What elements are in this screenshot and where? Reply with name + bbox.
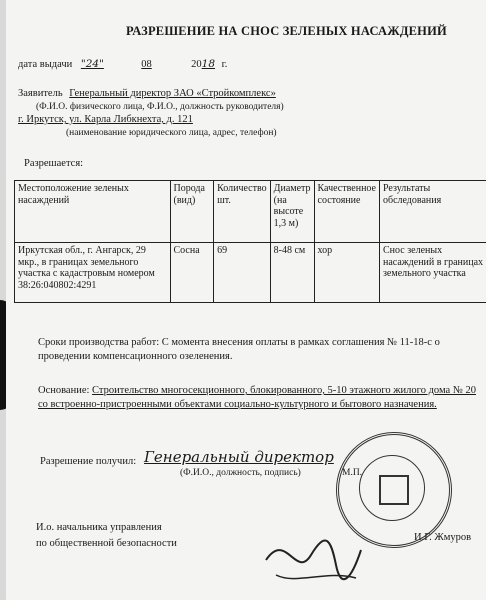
document-title: РАЗРЕШЕНИЕ НА СНОС ЗЕЛЕНЫХ НАСАЖДЕНИЙ	[126, 24, 447, 38]
table-header: Местоположение зеленых насаждений	[15, 181, 171, 243]
applicant-label: Заявитель	[18, 88, 63, 99]
table-cell-result: Снос зеленых насаждений в границах земельного участка	[379, 243, 486, 303]
issue-year-unit: г.	[221, 59, 228, 70]
table-header-row	[15, 181, 486, 243]
applicant-address-hint: (наименование юридического лица, адрес, телефон)	[66, 128, 277, 138]
official-signature	[256, 520, 366, 590]
issue-date-line	[18, 58, 227, 70]
seal-label: М.П.	[342, 468, 363, 478]
official-position-line-2: по общественной безопасности	[36, 538, 177, 549]
issue-date-label: дата выдачи	[18, 59, 73, 70]
applicant-address: г. Иркутск, ул. Карла Либкнехта, д. 121	[18, 114, 193, 125]
applicant-line	[18, 88, 276, 99]
receiver-label: Разрешение получил:	[40, 456, 137, 467]
table-header: Результаты обследования	[379, 181, 486, 243]
table-cell-location: Иркутская обл., г. Ангарск, 29 мкр., в границах земельного участка с кадастровым номером 38:26:040802:4291	[15, 243, 171, 303]
permit-document	[6, 0, 486, 600]
table-header: Диаметр (на высоте 1,3 м)	[270, 181, 314, 243]
basis-paragraph	[38, 384, 486, 412]
issue-day: "24"	[80, 58, 104, 70]
applicant-hint: (Ф.И.О. физического лица, Ф.И.О., должность руководителя)	[36, 102, 284, 112]
receiver-hint: (Ф.И.О., должность, подпись)	[180, 468, 301, 478]
issue-year-suffix: 18	[201, 58, 216, 70]
seal-logo-icon	[379, 475, 409, 505]
applicant-value: Генеральный директор ЗАО «Стройкомплекс»	[69, 88, 276, 99]
table-header: Качественное состояние	[314, 181, 379, 243]
table-cell-species: Сосна	[170, 243, 214, 303]
table-header: Порода (вид)	[170, 181, 214, 243]
table-cell-quantity: 69	[214, 243, 271, 303]
receiver-handwritten: Генеральный директор	[144, 448, 334, 466]
basis-label: Основание:	[38, 385, 90, 396]
table-row	[15, 243, 486, 303]
official-name: И.Г. Жмуров	[414, 532, 472, 543]
table-header: Количество шт.	[214, 181, 271, 243]
work-period-text: Сроки производства работ: С момента внесения оплаты в рамках соглашения № 11-18-с о проведении компенсационного озеленения.	[38, 337, 440, 363]
table-cell-condition: хор	[314, 243, 379, 303]
official-position-line-1: И.о. начальника управления	[36, 522, 162, 533]
table-cell-diameter: 8-48 см	[270, 243, 314, 303]
trees-table	[14, 180, 486, 303]
issue-year-prefix: 20	[191, 59, 202, 70]
permitted-label: Разрешается:	[24, 158, 84, 169]
issue-month: 08	[141, 59, 152, 70]
basis-text: Строительство многосекционного, блокированного, 5-10 этажного жилого дома № 20 со встроенно-пристроенными объектами социально-культурного и бытового назначения.	[38, 385, 476, 411]
